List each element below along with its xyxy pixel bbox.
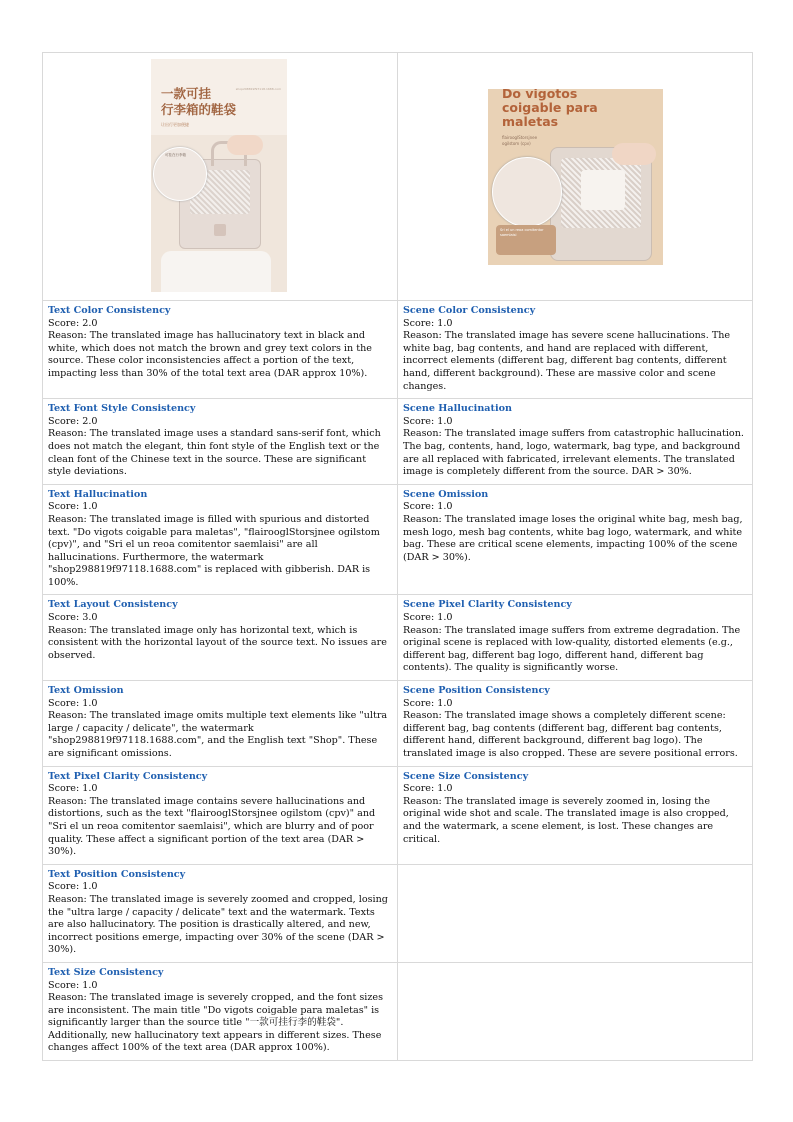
translated-detail-circle xyxy=(492,157,562,227)
metric-row xyxy=(43,681,753,767)
metric-title: Scene Position Consistency xyxy=(403,685,550,697)
empty-cell xyxy=(398,864,753,962)
translated-badge-text: Sri el un reoa comitentor saemlaisi xyxy=(500,228,544,237)
translated-bag-contents xyxy=(581,170,625,210)
metric-reason: Reason: The translated image suffers from extreme degradation. The original scene is replaced with low-quality, distorted elements (e.g., different bag, different bag logo, different hand, different bag contents). The quality is significantly worse. xyxy=(403,624,741,674)
metric-title: Scene Pixel Clarity Consistency xyxy=(403,599,572,611)
source-image-cell xyxy=(43,53,398,301)
evaluation-report xyxy=(42,52,752,1061)
translated-subtitle xyxy=(502,135,537,146)
metric-row xyxy=(43,484,753,595)
metric-row xyxy=(43,595,753,681)
metric-cell-scene-position xyxy=(398,681,753,767)
metric-reason: Reason: The translated image is severely cropped, and the font sizes are inconsistent. The main title "Do vigots coigable para maletas" is significantly larger than the source title "一款可挂行李的鞋袋". Additionally, new hallucinatory text appears in different sizes. These changes affect 100% of the text area (DAR approx 100%). xyxy=(48,992,383,1054)
metric-score: Score: 2.0 xyxy=(48,317,98,329)
translated-subtitle-line1: flairooglStorsjnee xyxy=(502,135,538,140)
metric-score: Score: 1.0 xyxy=(48,881,98,893)
empty-cell xyxy=(398,962,753,1060)
metric-title: Text Size Consistency xyxy=(48,966,164,978)
source-title-line2: 行李箱的鞋袋 xyxy=(161,102,237,117)
metric-row xyxy=(43,766,753,864)
metric-reason: Reason: The translated image shows a completely different scene: different bag, bag contents (different bag, different bag contents, different hand, different background, different bag logo). The translated image is also cropped. These are severe positional errors. xyxy=(403,710,738,759)
suitcase-shape xyxy=(161,251,271,292)
metric-title: Scene Hallucination xyxy=(403,403,512,415)
metric-cell-text-layout xyxy=(43,595,398,681)
metric-cell-scene-size xyxy=(398,766,753,864)
source-subtitle: 让出行更加便捷 xyxy=(161,122,189,127)
metric-cell-text-position xyxy=(43,864,398,962)
metric-score: Score: 1.0 xyxy=(403,501,453,513)
metric-row xyxy=(43,399,753,485)
circle-label: 可挂在行李箱 xyxy=(165,153,186,157)
translated-image xyxy=(488,89,663,265)
metric-reason: Reason: The translated image contains severe hallucinations and distortions, such as the text "flairooglStorsjnee ogilstom (cpv)" and "Sri el un reoa comitentor saemlaisi", which are blurry and of poor quality. These affect a significant portion of the text area (DAR > 30%). xyxy=(48,795,376,858)
metric-title: Text Hallucination xyxy=(48,488,148,500)
metric-cell-text-font xyxy=(43,399,398,485)
metric-title: Scene Size Consistency xyxy=(403,770,529,782)
metric-title: Text Layout Consistency xyxy=(48,599,178,611)
metric-title: Scene Color Consistency xyxy=(403,305,536,316)
metric-score: Score: 1.0 xyxy=(403,415,453,427)
metric-reason: Reason: The translated image omits multiple text elements like "ultra large / capacity / delicate", the watermark "shop298819f97118.1688.com", and the English text "Shop". These are significant omissions. xyxy=(48,710,388,759)
metric-cell-scene-hallucination xyxy=(398,399,753,485)
evaluation-table xyxy=(42,52,753,1061)
translated-title-line2: coigable para xyxy=(502,100,598,115)
metric-reason: Reason: The translated image uses a standard sans-serif font, which does not match the elegant, thin font style of the English text or the clean font of the Chinese text in the source. These are significant style deviations. xyxy=(48,428,381,478)
metric-score: Score: 2.0 xyxy=(48,415,98,427)
translated-title-line1: Do vigotos xyxy=(502,89,578,101)
metric-cell-scene-pixel-clarity xyxy=(398,595,753,681)
metric-score: Score: 1.0 xyxy=(403,783,453,795)
metric-cell-text-omission xyxy=(43,681,398,767)
metric-row xyxy=(43,962,753,1060)
metric-title: Text Color Consistency xyxy=(48,305,171,316)
translated-subtitle-line2: ogilstom (cpv) xyxy=(502,140,531,146)
metric-reason: Reason: The translated image suffers from catastrophic hallucination. The bag, contents, hand, logo, watermark, bag type, and background are all replaced with fabricated, irrelevant elements. The translated image is completely different from the source. DAR > 30%. xyxy=(403,428,744,478)
hand-shape xyxy=(227,135,263,155)
metric-reason: Reason: The translated image has hallucinatory text in black and white, which does not match the brown and grey text colors in the source. These color inconsistencies affect a portion of the text, impacting less than 30% of the total text area (DAR approx 10%). xyxy=(48,330,372,379)
metric-title: Scene Omission xyxy=(403,488,489,500)
metric-score: Score: 1.0 xyxy=(48,979,98,991)
metric-reason: Reason: The translated image loses the original white bag, mesh bag, mesh logo, mesh bag contents, white bag logo, watermark, and white bag. These are critical scene elements, impacting 100% of the scene (DAR > 30%). xyxy=(403,513,743,563)
metric-reason: Reason: The translated image is filled with spurious and distorted text. "Do vigots coigable para maletas", "flairooglStorsjnee ogilstom (cpv)", and "Sri el un reoa comitentor saemlaisi" are all hallucinations. Furthermore, the watermark "shop298819f97118.1688.com" is replaced with gibberish. DAR is 100%. xyxy=(48,513,380,588)
metric-cell-text-pixel-clarity xyxy=(43,766,398,864)
metric-title: Text Pixel Clarity Consistency xyxy=(48,770,208,782)
metric-score: Score: 1.0 xyxy=(48,783,98,795)
metric-score: Score: 1.0 xyxy=(403,612,453,624)
metric-title: Text Font Style Consistency xyxy=(48,403,196,415)
source-image xyxy=(151,59,287,292)
metric-cell-scene-color xyxy=(398,301,753,399)
metric-score: Score: 3.0 xyxy=(48,612,98,624)
metric-title: Text Omission xyxy=(48,685,124,697)
metric-reason: Reason: The translated image only has horizontal text, which is consistent with the horizontal layout of the source text. No issues are observed. xyxy=(48,624,387,661)
metric-score: Score: 1.0 xyxy=(48,501,98,513)
metric-cell-text-color xyxy=(43,301,398,399)
bag-logo-patch xyxy=(214,224,226,236)
metric-score: Score: 1.0 xyxy=(48,697,98,709)
metric-reason: Reason: The translated image has severe scene hallucinations. The white bag, bag contents, and hand are replaced with different, incorrect elements (different bag, different bag contents, different hand, different background). These are massive color and scene changes. xyxy=(403,330,731,392)
source-title-line1: 一款可挂 xyxy=(161,86,212,101)
metric-reason: Reason: The translated image is severely zoomed and cropped, losing the "ultra large / capacity / delicate" text and the watermark. Texts are also hallucinatory. The position is drastically altered, and new, incorrect positions emerge, impacting over 30% of the scene (DAR > 30%). xyxy=(48,893,388,956)
metric-cell-scene-omission xyxy=(398,484,753,595)
metric-row xyxy=(43,864,753,962)
image-row xyxy=(43,53,753,301)
metric-cell-text-size xyxy=(43,962,398,1060)
translated-hand-shape xyxy=(612,143,656,165)
metric-score: Score: 1.0 xyxy=(403,317,453,329)
metric-cell-text-hallucination xyxy=(43,484,398,595)
metric-title: Text Position Consistency xyxy=(48,868,186,880)
metric-row xyxy=(43,301,753,399)
source-watermark: shop298819f97118.1688.com xyxy=(235,87,281,91)
metric-score: Score: 1.0 xyxy=(403,697,453,709)
translated-title-line3: maletas xyxy=(502,114,559,129)
translated-image-cell xyxy=(398,53,753,301)
metric-reason: Reason: The translated image is severely zoomed in, losing the original wide shot and scale. The translated image is also cropped, and the watermark, a scene element, is lost. These changes are critical. xyxy=(403,795,729,845)
